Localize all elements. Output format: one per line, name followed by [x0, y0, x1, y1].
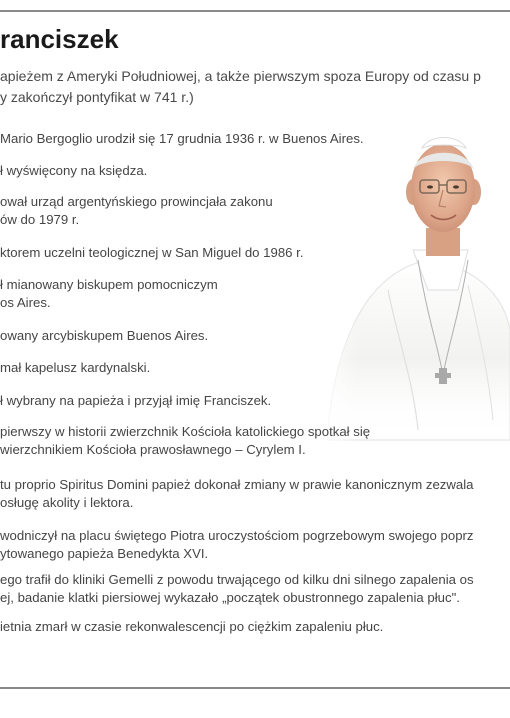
- timeline-text: os Aires.: [0, 295, 51, 310]
- page-title: ranciszek: [0, 24, 119, 54]
- timeline-text: pierwszy w historii zwierzchnik Kościoła katolickiego spotkał się: [0, 424, 371, 439]
- timeline-entry: [0, 527, 474, 563]
- timeline-entry: [0, 571, 474, 607]
- timeline-entry: [0, 276, 218, 312]
- timeline-text: tu proprio Spiritus Domini papież dokonał zmiany w prawie kanonicznym zezwala: [0, 477, 474, 492]
- timeline-text: ej, badanie klatki piersiowej wykazało „początek obustronnego zapalenia płuc".: [0, 590, 460, 605]
- timeline-text: ł mianowany biskupem pomocniczym: [0, 277, 218, 292]
- subtitle-line: y zakończył pontyfikat w 741 r.): [0, 89, 194, 105]
- timeline-entry: [0, 359, 150, 377]
- timeline-text: ów do 1979 r.: [0, 212, 80, 227]
- timeline-text: wierzchnikiem Kościoła prawosławnego – Cyrylem I.: [0, 442, 306, 457]
- timeline-entry: [0, 244, 303, 262]
- bottom-rule: [0, 687, 510, 689]
- top-rule: [0, 10, 510, 12]
- timeline-text: ktorem uczelni teologicznej w San Miguel do 1986 r.: [0, 245, 304, 260]
- pope-francis-portrait: [318, 100, 510, 450]
- timeline-entry: [0, 130, 364, 148]
- timeline-text: osługę akolity i lektora.: [0, 495, 134, 510]
- timeline-entry: [0, 193, 273, 229]
- timeline-text: ietnia zmarł w czasie rekonwalescencji po ciężkim zapaleniu płuc.: [0, 619, 384, 634]
- timeline-text: owany arcybiskupem Buenos Aires.: [0, 328, 209, 343]
- timeline-entry: [0, 423, 370, 459]
- timeline-text: wodniczył na placu świętego Piotra uroczystościom pogrzebowym swojego poprz: [0, 528, 474, 543]
- timeline-entry: [0, 618, 383, 636]
- timeline-text: ował urząd argentyńskiego prowincjała zakonu: [0, 194, 273, 209]
- subtitle-line: apieżem z Ameryki Południowej, a także pierwszym spoza Europy od czasu p: [0, 68, 481, 84]
- timeline-entry: [0, 327, 208, 345]
- timeline-text: mał kapelusz kardynalski.: [0, 360, 151, 375]
- timeline-entry: [0, 392, 271, 410]
- timeline-entry: [0, 162, 147, 180]
- timeline-text: ł wybrany na papieża i przyjął imię Franciszek.: [0, 393, 272, 408]
- timeline-text: ego trafił do kliniki Gemelli z powodu trwającego od kilku dni silnego zapalenia os: [0, 572, 474, 587]
- timeline-text: ł wyświęcony na księdza.: [0, 163, 148, 178]
- timeline-entry: [0, 476, 474, 512]
- timeline-text: ytowanego papieża Benedykta XVI.: [0, 546, 209, 561]
- timeline-text: Mario Bergoglio urodził się 17 grudnia 1936 r. w Buenos Aires.: [0, 131, 364, 146]
